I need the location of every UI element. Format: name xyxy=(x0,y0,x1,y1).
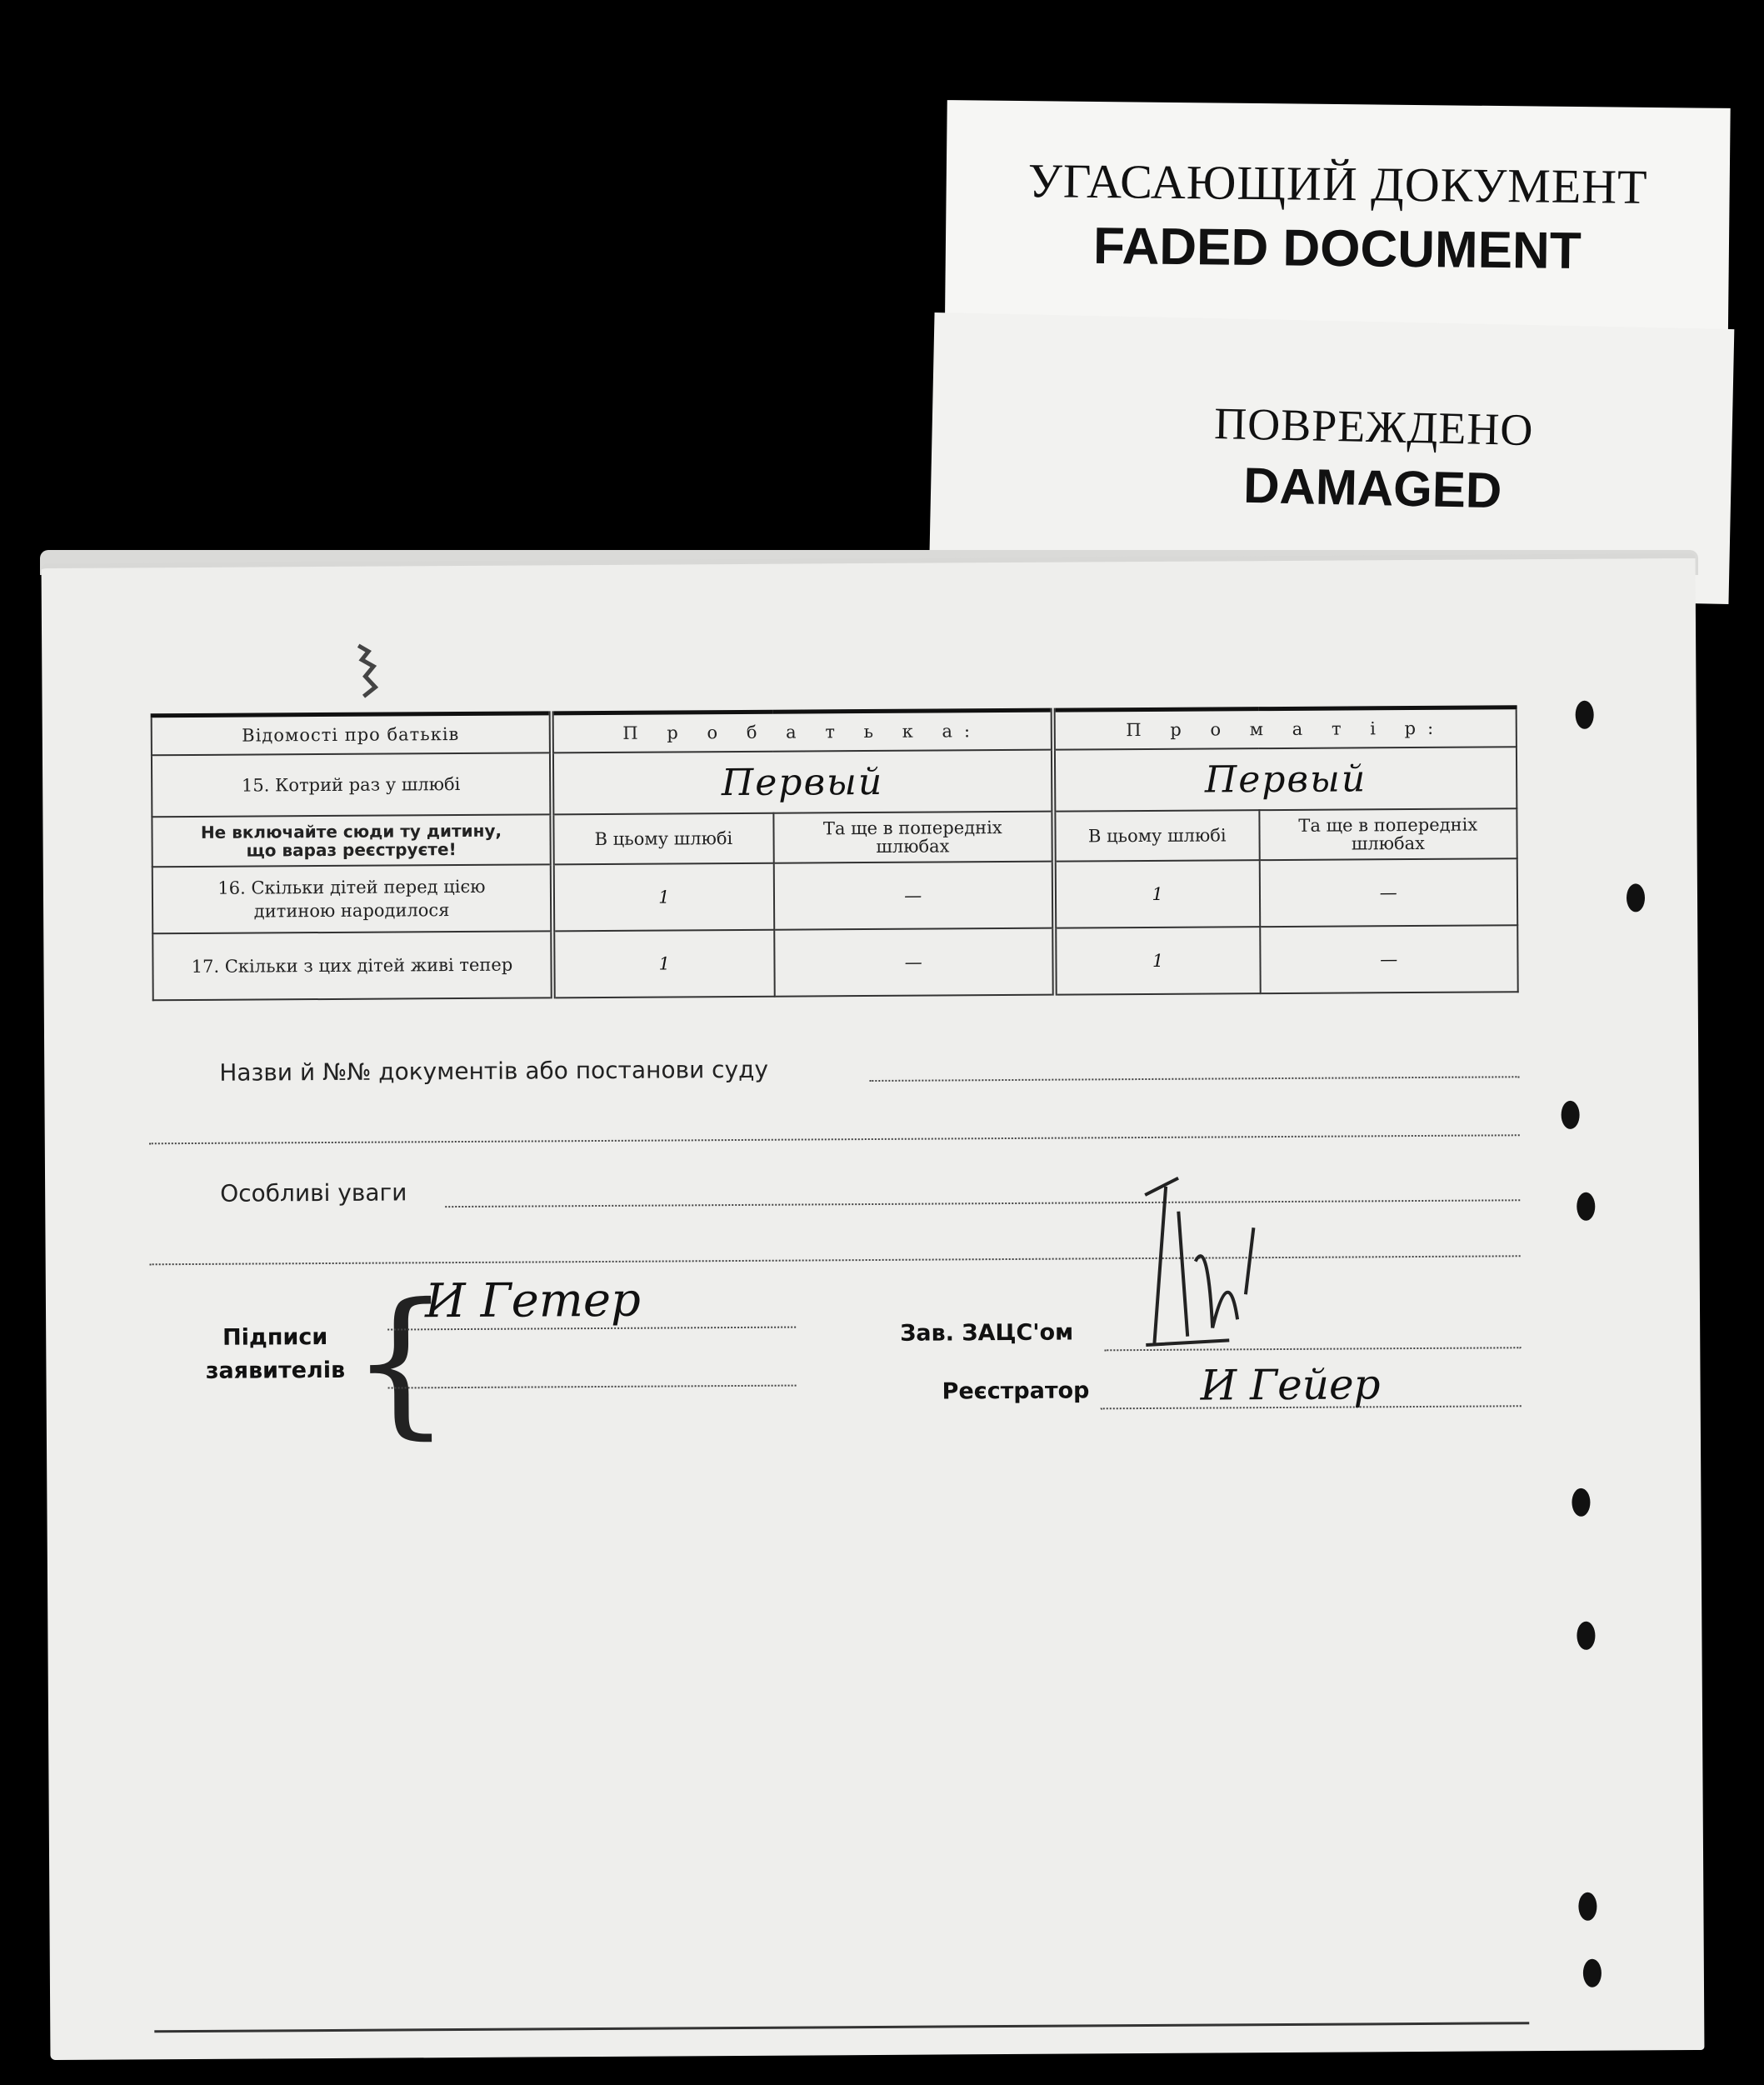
damaged-en-label: DAMAGED xyxy=(1242,457,1502,519)
faded-ru-label: УГАСАЮЩИЙ ДОКУМЕНТ xyxy=(1027,153,1648,214)
head-label: Зав. ЗАЦС'ом xyxy=(900,1319,1074,1347)
binding-hole xyxy=(1583,1959,1602,1988)
documents-line-2 xyxy=(149,1134,1520,1144)
brace-icon: { xyxy=(349,1269,452,1454)
table-subheader-row xyxy=(152,808,1517,867)
subheader-note xyxy=(152,814,552,867)
subheader-mother-this: В цьому шлюбі xyxy=(1053,810,1259,862)
subheader-father-prev-line2: шлюбах xyxy=(876,836,950,857)
notes-line xyxy=(445,1199,1520,1208)
row16-mother-prev: — xyxy=(1259,858,1517,927)
subheader-mother-prev-line1: Та ще в попередніх xyxy=(1298,814,1478,836)
binding-hole xyxy=(1578,1892,1597,1921)
applicants-signature-label xyxy=(196,1321,354,1388)
row16-label-line2: дитиною народилося xyxy=(253,900,450,922)
ink-blot-icon xyxy=(350,642,383,700)
parents-table-section xyxy=(151,705,1519,1001)
applicant-signature: И Гетер xyxy=(424,1272,642,1329)
header-col-mother: П р о м а т і р: xyxy=(1053,708,1517,750)
applicants-label-line1: Підписи xyxy=(222,1323,328,1351)
registrar-label: Реєстратор xyxy=(942,1378,1090,1405)
header-col-info: Відомості про батьків xyxy=(152,713,552,755)
applicants-label-line2: заявителів xyxy=(205,1357,346,1384)
subheader-father-prev-line1: Та ще в попередніх xyxy=(822,818,1002,839)
row17-father-this: 1 xyxy=(552,930,774,998)
binding-hole xyxy=(1627,883,1645,912)
row17-mother-prev: — xyxy=(1260,925,1518,993)
table-row xyxy=(152,925,1517,1000)
head-signature-scribble xyxy=(1128,1161,1262,1353)
subheader-mother-prev xyxy=(1259,808,1517,860)
bottom-rule xyxy=(154,2022,1529,2032)
table-row xyxy=(152,747,1517,817)
row16-label-line1: 16. Скільки дітей перед цією xyxy=(217,876,486,898)
notes-line-2 xyxy=(150,1255,1521,1265)
row16-father-this: 1 xyxy=(552,863,774,932)
row17-father-prev: — xyxy=(774,928,1055,997)
row16-label xyxy=(152,864,552,933)
row15-label: 15. Котрий раз у шлюбі xyxy=(152,752,552,817)
damaged-ru-label: ПОВРЕЖДЕНО xyxy=(1213,398,1535,456)
notes-label: Особливі уваги xyxy=(220,1178,407,1208)
binding-hole xyxy=(1572,1488,1590,1517)
subheader-note-line1: Не включайте сюди ту дитину, xyxy=(200,820,502,842)
documents-line xyxy=(869,1076,1519,1082)
subheader-father-this: В цьому шлюбі xyxy=(552,813,773,865)
subheader-note-line2: що вараз реєструєте! xyxy=(246,839,457,861)
header-col-father: П р о б а т ь к а: xyxy=(552,710,1053,752)
subheader-father-prev xyxy=(773,812,1054,863)
binding-hole xyxy=(1577,1192,1595,1221)
binding-hole xyxy=(1562,1101,1580,1129)
parents-table xyxy=(151,705,1519,1001)
registrar-signature: И Гейер xyxy=(1200,1360,1381,1410)
document-sheet xyxy=(42,553,1705,2060)
row17-mother-this: 1 xyxy=(1054,927,1260,995)
row16-father-prev: — xyxy=(773,862,1054,930)
documents-label: Назви й №№ документів або постанови суду xyxy=(219,1055,769,1087)
row17-label: 17. Скільки з цих дітей живі тепер xyxy=(152,931,552,1000)
subheader-mother-prev-line2: шлюбах xyxy=(1351,832,1426,854)
row15-father-value: Первый xyxy=(552,750,1053,815)
binding-hole xyxy=(1577,1622,1595,1650)
row15-mother-value: Первый xyxy=(1053,747,1517,811)
table-row xyxy=(152,858,1517,933)
binding-hole xyxy=(1576,701,1594,729)
row16-mother-this: 1 xyxy=(1054,860,1260,928)
faded-en-label: FADED DOCUMENT xyxy=(1092,217,1582,281)
